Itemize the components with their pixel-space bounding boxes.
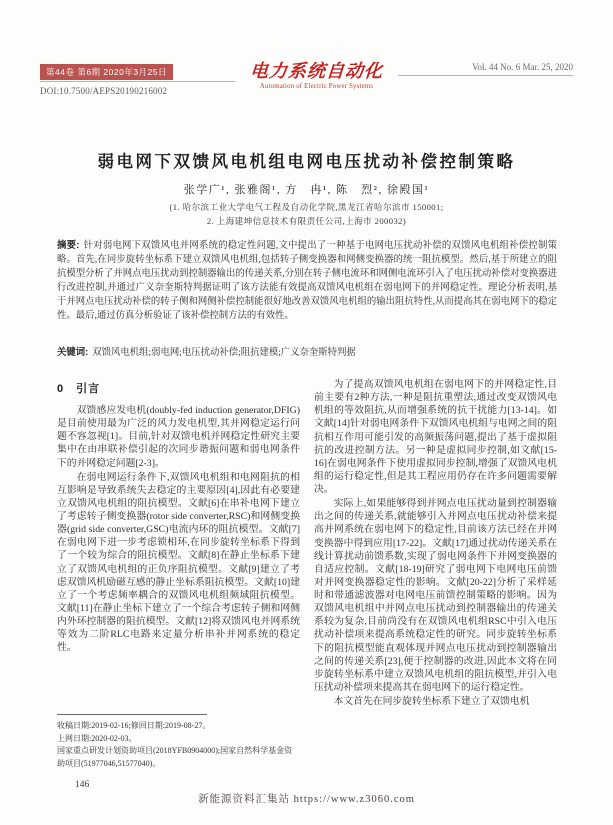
volume-info: Vol. 44 No. 6 Mar. 25, 2020 bbox=[472, 62, 573, 72]
left-column bbox=[57, 378, 300, 770]
footnote-block bbox=[57, 710, 300, 770]
affiliation-line-2: 2. 上海建坤信息技术有限责任公司,上海市 200032) bbox=[206, 216, 407, 226]
intro-right-paragraph-1: 为了提高双馈风电机组在弱电网下的并网稳定性,目前主要有2种方法,一种是阻抗重塑法,通过改变双馈风电机组的等效阻抗,从而增强系统的抗干扰能力[13-14]。如文献[14]针对弱电网条件下双馈风电机组与电网之间的阻抗相互作用可能引发的高频振荡问题,提出了基于虚拟阻抗的改进控制方法。另一种是虚拟同步控制,如文献[15-16]在弱电网条件下使用虚拟同步控制,增强了双馈风电机组的运行稳定性,但是其工程应用仍存在许多问题需要解决。 bbox=[314, 379, 557, 495]
header-left bbox=[40, 62, 235, 96]
journal-logo-block bbox=[235, 62, 398, 90]
footnote-funding: 国家重点研发计划资助项目(2018YFB0904000);国家自然科学基金资助项目(51977046,51577040)。 bbox=[57, 746, 293, 768]
footnote-online-date: 上网日期:2020-02-03。 bbox=[57, 733, 137, 743]
header-rule-right bbox=[398, 75, 573, 76]
footnote-divider bbox=[57, 714, 207, 715]
abstract-block bbox=[57, 238, 557, 323]
page-number: 146 bbox=[75, 780, 90, 790]
doi-text: DOI:10.7500/AEPS20190216002 bbox=[40, 86, 168, 96]
right-column bbox=[314, 378, 557, 770]
intro-right-paragraph-2: 实际上,如果能够得到并网点电压扰动量到控制器输出之间的传递关系,就能够引入并网点电压扰动补偿来提高并网系统在弱电网下的稳定性,目前该方法已经在并网变换器中得到应用[17-22]。文献[17]通过扰动传递关系在线计算扰动前馈系数,实现了弱电网条件下并网变换器的自适应控制。文献[18-19]研究了弱电网下电网电压前馈对并网变换器稳定性的影响。文献[20-22]分析了采样延时和带通滤波器对电网电压前馈控制策略的影响。因为双馈风电机组中并网点电压扰动到控制器输出的传递关系较为复杂,目前尚没有在双馈风电机组RSC中引入电压扰动补偿项来提高系统稳定性的研究。同步旋转坐标系下的阻抗模型能直观体现并网点电压扰动到控制器输出之间的传递关系[23],便于控制器的改进,因此本文将在同步旋转坐标系中建立双馈风电机组的阻抗模型,并引入电压扰动补偿项来提高其在弱电网下的运行稳定性。 bbox=[314, 498, 557, 693]
journal-logo: 电力系统自动化 bbox=[249, 61, 384, 81]
keywords-block bbox=[57, 345, 557, 360]
paper-title: 弱电网下双馈风电机组电网电压扰动补偿控制策略 bbox=[97, 153, 516, 171]
header-rule-left bbox=[40, 81, 235, 82]
authors-line: 张学广¹, 张雅阁¹, 方 冉¹, 陈 烈², 徐殿国¹ bbox=[183, 184, 430, 196]
intro-section-heading: 0 引言 bbox=[57, 383, 101, 395]
affiliation-line-1: (1. 哈尔滨工业大学电气工程及自动化学院,黑龙江省哈尔滨市 150001; bbox=[169, 202, 444, 212]
journal-logo-english: Automation of Electric Power Systems bbox=[259, 82, 374, 90]
abstract-text: 针对弱电网下双馈风电并网系统的稳定性问题,文中提出了一种基于电网电压扰动补偿的双馈风电机组补偿控制策略。首先,在同步旋转坐标系下建立双馈风电机组,包括转子侧变换器和网侧变换器的统一阻抗模型。然后,基于所建立的阻抗模型分析了并网点电压扰动到控制器输出的传递关系,分别在转子侧电流环和网侧电流环引入了电压扰动补偿对变换器进行改进控制,并通过广义奈奎斯特判据证明了该方法能有效提高双馈风电机组在弱电网下的并网稳定性。理论分析表明,基于并网点电压扰动补偿的转子侧和网侧补偿控制能很好地改善双馈风电机组的输出阻抗特性,从而提高其在弱电网下的稳定性。最后,通过仿真分析验证了该补偿控制方法的有效性。 bbox=[57, 241, 557, 321]
journal-header bbox=[40, 62, 573, 96]
footnote-received-dates: 收稿日期:2019-02-16;修回日期:2019-08-27。 bbox=[57, 721, 211, 731]
header-right bbox=[398, 62, 573, 76]
body-columns bbox=[57, 378, 557, 770]
abstract-label: 摘要: bbox=[57, 239, 80, 250]
keywords-text: 双馈风电机组;弱电网;电压扰动补偿;阻抗建模;广义奈奎斯特判据 bbox=[92, 348, 356, 358]
intro-right-paragraph-3: 本文首先在同步旋转坐标系下建立了双馈电机 bbox=[333, 696, 530, 707]
issue-badge: 第44卷 第6期 2020年3月25日 bbox=[40, 64, 173, 81]
intro-left-paragraph-2: 在弱电网运行条件下,双馈风电机组和电网阻抗的相互影响是导致系统失去稳定的主要原因[4],因此有必要建立双馈风电机组的阻抗模型。文献[6]在串补电网下建立了考虑转子侧变换器(rotor side converter,RSC)和网侧变换器(grid side converter,GSC)电流内环的阻抗模型。文献[7]在弱电网下进一步考虑锁相环,在同步旋转坐标系下得到了一个较为综合的阻抗模型。文献[8]在静止坐标系下建立了双馈风电机组的正负序阻抗模型。文献[9]建立了考虑双馈风机励磁互感的静止坐标系阻抗模型。文献[10]建立了一个考虑频率耦合的双馈风电机组频域阻抗模型。文献[11]在静止坐标下建立了一个综合考虑转子侧和网侧内外环控制器的阻抗模型。文献[12]将双馈风电并网系统等效为二阶RLC电路来定量分析串补并网系统的稳定性。 bbox=[57, 471, 300, 654]
keywords-label: 关键词: bbox=[57, 346, 89, 357]
site-watermark: 新能源资料汇集站 https://www.z3060.com bbox=[198, 794, 415, 805]
intro-left-paragraph-1: 双馈感应发电机(doubly-fed induction generator,DFIG)是目前使用最为广泛的风力发电机型,其并网稳定运行问题不容忽视[1]。目前,针对双馈电机并网稳定性研究主要集中在由串联补偿引起的次同步谐振问题和弱电网条件下的并网稳定问题[2-3]。 bbox=[57, 405, 300, 469]
